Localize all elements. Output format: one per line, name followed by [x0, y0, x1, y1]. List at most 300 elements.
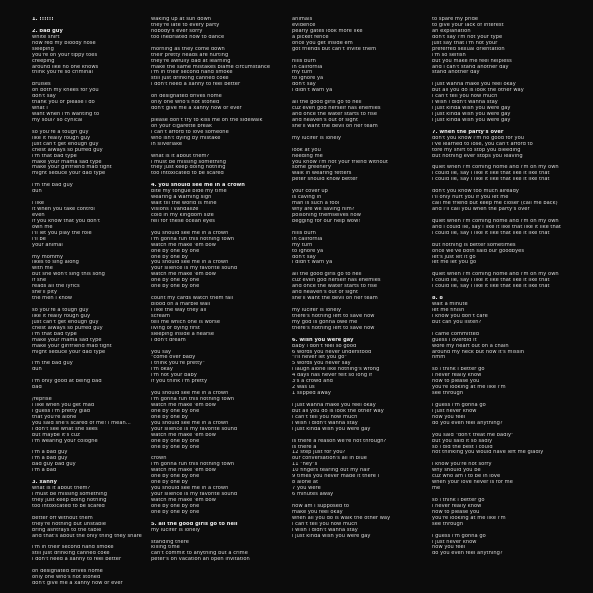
lyric-line: some greenery	[292, 165, 332, 171]
song-title: 2. bad guy	[32, 28, 63, 34]
lyric-line: /reprise	[32, 397, 52, 402]
lyric-line: preferred sexual orientation	[432, 46, 505, 52]
lyric-line: bruises	[32, 82, 51, 88]
lyric-line: my soul? so cynical	[32, 117, 83, 123]
lyric-line: i'll be	[32, 236, 46, 242]
lyric-line: man is such a fool	[292, 201, 340, 207]
lyric-line: watch me make 'em bow	[151, 468, 216, 474]
lyric-line: "i'll never let you go"	[292, 355, 347, 361]
lyric-line: own me	[32, 224, 53, 230]
lyric-line: how am i supposed to	[292, 503, 350, 509]
lyric-line: our conversation's all in blue	[292, 456, 367, 462]
lyric-line: what is it about them?	[151, 153, 210, 159]
lyric-line: my turn	[292, 70, 313, 76]
lyric-line: hmm	[432, 355, 446, 361]
lyric-line: around like no one knows	[32, 64, 99, 70]
lyric-line: i just never know	[432, 408, 477, 414]
lyric-line: i'm not your baby	[151, 373, 197, 379]
lyric-line: i'm okay	[151, 367, 173, 373]
lyric-line: wait till the world is mine	[151, 201, 217, 207]
lyric-line: don't say	[32, 94, 56, 100]
lyric-line: 2 was us	[292, 385, 315, 391]
lyric-line: i'm wearing your cologne	[32, 438, 98, 444]
lyric-line: bad guy bad guy	[32, 462, 76, 468]
lyric-line: make your girlfriend mad tight	[32, 343, 112, 349]
lyric-line: your cover up	[292, 189, 328, 195]
lyric-line: bring ashtrays to the table	[32, 527, 102, 533]
lyric-line: like it really rough guy	[32, 313, 91, 319]
lyric-line: quiet when i'm coming home and i'm on my own	[432, 165, 559, 171]
lyric-line: make your mama sad type	[32, 337, 102, 343]
lyric-line: let's just let it go	[432, 254, 476, 260]
lyric-line: she'll want the devil on her team	[292, 296, 378, 302]
lyric-line: around my neck but now it's missin	[432, 349, 525, 355]
lyric-line: i'm a bad	[32, 468, 57, 474]
lyric-line: nobody's ever sorry	[151, 28, 203, 34]
lyric-line: walk in wearing fetters	[292, 171, 352, 177]
lyric-line: why should you be	[432, 468, 481, 474]
lyric-line: to give your lack of interest	[432, 22, 504, 28]
lyric-line: so i think i better go	[432, 367, 485, 373]
lyric-line: see through	[432, 521, 464, 527]
lyric-line: but all you do is look the other way	[292, 408, 384, 414]
lyric-line: one by one by	[151, 480, 188, 486]
lyric-line: only one who's not stoned	[151, 100, 220, 106]
lyric-line: why are we saving him?	[292, 207, 355, 212]
lyric-line: and i could lie, say i like it like that like it like that	[432, 224, 561, 230]
lyric-line: 6 words you never understood	[292, 349, 372, 355]
lyric-line: don't say	[292, 254, 316, 260]
lyric-line: crown	[151, 456, 167, 462]
lyric-line: i came committed	[432, 331, 480, 337]
lyric-line: don't you know i'm no good for you	[432, 135, 525, 141]
lyric-line: might seduce your dad type	[32, 349, 106, 355]
lyric-line: all the good girls go to hell	[292, 100, 362, 106]
lyric-line: just can't get enough guy	[32, 319, 99, 325]
lyric-line: i'm gonna run this nothing town	[151, 397, 235, 402]
lyric-line: i just wanna make you feel okay	[432, 82, 516, 88]
song-title: 5. all the good girls go to hell	[151, 521, 238, 527]
lyric-line: tell me which one is worse	[151, 319, 221, 325]
lyric-line: one by one by one	[151, 503, 200, 509]
lyric-line: too intoxicated to be scared	[151, 171, 224, 177]
lyric-line: fell for these ocean eyes	[151, 218, 215, 224]
lyric-line: if you think i'm pretty	[151, 379, 208, 385]
lyric-line: so i think i better go	[432, 497, 485, 503]
lyric-line: you should see me in a crown	[151, 260, 229, 266]
lyric-line: i guess i'm pretty glad	[32, 408, 91, 414]
lyric-line: don't you know too much already	[432, 189, 519, 195]
lyric-line: my mommy	[32, 254, 64, 260]
lyric-line: one by one by	[151, 414, 188, 420]
lyric-line: i could lie, say i like it like that like it like that	[432, 177, 550, 183]
lyric-line: i just kinda wish you were gay	[432, 117, 511, 123]
lyric-line: 11 "hey"s	[292, 462, 318, 468]
lyric-line: quiet when i'm coming home and i'm on my own	[432, 218, 559, 224]
song-title: 4. you should see me in a crown	[151, 183, 245, 189]
lyric-line: i'm gonna run this nothing town	[151, 462, 235, 468]
lyric-line: just say that i'm not your	[432, 40, 498, 46]
lyric-line: what is it about them?	[32, 486, 91, 492]
lyric-line: you're looking at me like i'm	[432, 385, 506, 391]
lyric-line: and once the water starts to rise	[292, 284, 378, 290]
lyric-line: i guess i'm gonna go	[432, 533, 486, 539]
lyric-line: don't say	[292, 82, 316, 88]
lyric-line: i laugh alone like nothing's wrong	[292, 367, 380, 373]
lyric-line: so you're a tough guy	[32, 307, 89, 313]
lyric-line: you say	[151, 349, 172, 355]
lyric-line: you're on your tippy toes	[32, 52, 98, 58]
lyric-line: i've learned to lose, you can't afford to	[432, 141, 533, 147]
lyric-line: just can't get enough guy	[32, 141, 99, 147]
lyric-line: once you get inside em	[292, 40, 353, 46]
lyric-line: i'm that bad type	[32, 153, 77, 159]
lyric-line: it when you take control	[32, 207, 95, 212]
lyric-line: don't say i'm not your type	[432, 34, 503, 40]
lyric-line: a picket fence	[292, 34, 329, 40]
lyric-line: i don't see what she sees	[32, 426, 98, 432]
lyric-line: watch me make 'em bow	[151, 497, 216, 503]
lyric-line: still just drinking canned coke	[32, 551, 110, 557]
lyric-line: i know you don't care	[432, 313, 488, 319]
lyric-line: one by one by one	[151, 278, 200, 284]
lyric-line: if you know that you don't	[32, 218, 101, 224]
lyric-line: can't commit to anything but a crime	[151, 551, 248, 557]
lyric-line: evidence	[292, 22, 316, 28]
lyric-line: so you're a tough guy	[32, 129, 89, 135]
lyric-line: i didn't warn ya	[292, 260, 333, 266]
lyric-line: want when i'm wanting to	[32, 112, 100, 117]
lyric-line: "come over baby	[151, 355, 196, 361]
lyric-line: i'm the bad guy	[32, 361, 73, 367]
lyric-line: see through	[432, 391, 464, 397]
lyric-line: i'll let you play the role	[32, 230, 92, 236]
lyric-line: let me let you go	[432, 260, 477, 266]
lyric-line: likes to sing along	[32, 260, 79, 266]
lyric-line: watch me make 'em bow	[151, 272, 216, 278]
lyric-line: white shirt	[32, 34, 60, 40]
lyric-line: one by one by	[151, 254, 188, 260]
lyric-line: they're late to every party	[151, 22, 220, 28]
lyric-line: cuz who am i to be in love	[432, 474, 501, 480]
lyric-line: they just keep doing nothing	[151, 165, 226, 171]
lyric-line: i just wanna make you feel okay	[292, 402, 376, 408]
lyric-line: and heaven's out of sight	[292, 290, 359, 296]
lyric-line: too inebriated now to dance	[151, 34, 225, 40]
lyric-line: watch me make 'em bow	[151, 402, 216, 408]
lyric-line: if she	[32, 278, 47, 284]
lyric-line: but can you listen?	[432, 319, 482, 325]
lyric-line: but all you do is look the other way	[432, 88, 524, 94]
lyric-line: your animal	[32, 242, 63, 248]
lyric-line: morning as they come down	[151, 46, 225, 52]
lyric-line: i don't dream	[151, 337, 186, 343]
lyric-line: you should see me in a crown	[151, 391, 229, 397]
lyric-line: 6 minutes away	[292, 492, 334, 497]
lyric-line: don't give me a xanny now or ever	[151, 106, 242, 112]
lyric-line: i'm only good at being bad	[32, 379, 102, 385]
lyric-line: they're awfully bad at learning	[151, 58, 231, 64]
lyric-line: tore my shirt to stop you bleeding	[432, 147, 521, 153]
lyric-line: i'm gonna run this nothing town	[151, 236, 235, 242]
lyric-line: there's nothing left to save now	[292, 325, 375, 331]
lyric-line: think you're so criminal	[32, 70, 93, 76]
lyric-line: they're nothing but unstable	[32, 521, 107, 527]
lyric-line: and heaven's out of sight	[292, 117, 359, 123]
lyric-line: please don't try to kiss me on the sidewalk	[151, 117, 263, 123]
lyric-line: i think you're pretty"	[151, 361, 205, 367]
lyric-line: i didn't warn ya	[292, 88, 333, 94]
lyric-line: might seduce your dad type	[32, 171, 106, 177]
lyric-line: one by one by one	[151, 444, 200, 450]
lyric-line: 7 you were	[292, 486, 321, 492]
lyric-line: when all you do is walk the other way	[292, 515, 391, 521]
lyric-line: guess i overdid it	[432, 337, 477, 343]
lyric-line: now red my bloody nose	[32, 40, 96, 46]
lyric-line: you're looking at me like i'm	[432, 515, 506, 521]
lyric-line: she'll pity	[32, 290, 58, 296]
lyric-line: my turn	[292, 242, 313, 248]
lyric-line: i guess i'm gonna go	[432, 402, 486, 408]
lyric-line: quiet when i'm coming home and i'm on my own	[432, 272, 559, 278]
lyric-line: i'm a bad guy	[32, 456, 68, 462]
lyric-line: i'm in their second hand smoke	[151, 70, 233, 76]
lyric-line: my lucifer is lonely	[292, 307, 342, 313]
lyric-line: but nothing ever stops you leaving	[432, 153, 523, 159]
lyric-line: and i'll call you when the party's over	[432, 207, 530, 212]
lyric-line: one by one by one	[151, 509, 200, 515]
lyric-line: how you feel	[432, 414, 466, 420]
lyric-line: duh	[32, 367, 42, 373]
lyric-line: once we've both said our goodbyes	[432, 248, 525, 254]
lyric-line: i just kinda wish you were gay	[292, 426, 371, 432]
lyric-line: wore my heart out on a chain	[432, 343, 509, 349]
lyric-line: sleeping inside a hearse	[151, 331, 215, 337]
lyric-line: on both my knees for you	[32, 88, 99, 94]
lyric-line: your silence is my favorite sound	[151, 266, 238, 272]
lyric-line: all the good girls go to hell	[292, 272, 362, 278]
lyric-line: 12 step just for you?	[292, 450, 346, 456]
lyric-line: but she won't sing this song	[32, 272, 105, 278]
lyric-line: i can't afford to love someone	[151, 129, 229, 135]
lyrics-column-2	[151, 17, 291, 563]
lyric-line: bite my tongue bide my time	[151, 189, 227, 195]
lyric-line: i like the way they all	[151, 307, 207, 313]
lyric-line: to ignore ya	[292, 248, 324, 254]
lyric-line: you know i'm not your friend without	[292, 159, 388, 165]
lyric-line: only one who's not stoned	[32, 575, 101, 581]
lyric-line: 8 alone at	[292, 480, 319, 486]
lyric-line: watch me make 'em bow	[151, 242, 216, 248]
lyric-line: blood on a marble wall	[151, 302, 211, 307]
lyric-line: on designated drives home	[151, 94, 222, 100]
lyric-line: 5 words you never say	[292, 361, 351, 367]
lyric-line: is caving in	[292, 195, 322, 201]
song-title: 3. xanny	[32, 480, 57, 486]
lyric-line: call me friend but keep me closer (call me back)	[432, 201, 558, 207]
lyric-line: i'm in their second hand smoke	[32, 545, 114, 551]
lyric-line: is there a reason we're not through?	[292, 438, 387, 444]
lyric-line: i just kinda wish you were gay	[432, 112, 511, 117]
lyrics-column-3	[292, 17, 432, 540]
lyric-line: killing time	[151, 545, 180, 551]
lyric-line: my god is gonna owe me	[292, 319, 358, 325]
lyric-line: chest always so puffed guy	[32, 325, 103, 331]
lyric-line: i just kinda wish you were gay	[292, 533, 371, 539]
lyric-line: who isn't dying by mistake	[151, 135, 221, 141]
lyric-line: chest always so puffed guy	[32, 147, 103, 153]
song-title: 7. when the party's over	[432, 129, 504, 135]
lyric-line: with me	[32, 266, 53, 272]
lyric-line: in california	[292, 64, 323, 70]
lyric-line: i could lie, say i like it like that like it like that	[432, 171, 550, 177]
lyric-line: duh	[32, 189, 42, 195]
lyric-line: i'm so selfish	[432, 52, 466, 58]
lyric-line: pearly gates look more like	[292, 28, 363, 34]
lyric-line: i can't tell you how much	[292, 414, 358, 420]
lyric-line: but nothing is better sometimes	[432, 242, 516, 248]
lyric-line: i like	[32, 201, 45, 207]
lyric-line: i'm that bad type	[32, 331, 77, 337]
lyric-line: peter's on vacation an open invitation	[151, 557, 250, 563]
lyric-line: i must be missing something	[151, 159, 226, 165]
lyric-line: even	[32, 212, 45, 218]
lyric-line: make you feel okay	[292, 509, 343, 515]
lyric-line: bad	[32, 385, 42, 391]
lyric-line: better off without them	[32, 515, 93, 521]
lyric-line: visions i vandalize	[151, 207, 199, 212]
lyric-line: i must be missing something	[32, 492, 107, 497]
lyric-line: needing me	[292, 153, 323, 159]
lyric-line: one by one by one	[151, 438, 200, 444]
lyric-line: wait a minute	[432, 302, 468, 307]
lyric-line: i like when you get mad	[32, 402, 95, 408]
lyric-line: in silverlake	[151, 141, 183, 147]
lyric-line: i wish i didn't wanna stay	[432, 100, 498, 106]
lyric-line: begging for our help wow!	[292, 218, 361, 224]
lyric-line: too intoxicated to be scared	[32, 503, 105, 509]
lyric-line: 4 days has never felt so long if	[292, 373, 373, 379]
lyric-line: don't give me a xanny now or ever	[32, 581, 123, 587]
lyric-line: not thinking you would have left me gladly	[432, 450, 544, 456]
lyric-line: one by one by one	[151, 284, 200, 290]
lyric-line: 9 times you never made it there i	[292, 474, 380, 480]
lyric-line: like it really rough guy	[32, 135, 91, 141]
lyric-line: to spare my pride	[432, 17, 479, 22]
song-title: 1. !!!!!!	[32, 17, 54, 22]
lyric-line: i can't tell you how much	[292, 521, 358, 527]
lyric-line: i'm the bad guy	[32, 183, 73, 189]
lyric-line: on your cigarette break	[151, 123, 213, 129]
lyric-line: sleeping	[32, 46, 54, 52]
lyric-line: 3's a crowd and	[292, 379, 333, 385]
lyric-line: i just kinda wish you were gay	[432, 106, 511, 112]
lyric-line: so i did the best i could	[432, 444, 493, 450]
lyric-line: you said "don't treat me badly"	[432, 432, 514, 438]
lyric-line: she'll want the devil on her team	[292, 123, 378, 129]
lyric-line: that you're alone	[32, 414, 77, 420]
lyric-line: stand another day	[432, 70, 480, 76]
lyric-line: your silence is my favorite sound	[151, 492, 238, 497]
lyric-line: i'll only hurt you if you let me	[432, 195, 509, 201]
lyric-line: wearing a warning sign	[151, 195, 212, 201]
lyric-line: scream	[151, 313, 170, 319]
lyric-line: watch me make 'em bow	[151, 432, 216, 438]
lyric-line: there's nothing left to save now	[292, 313, 375, 319]
lyric-line: animals	[292, 17, 313, 22]
lyric-line: hills burn	[292, 58, 316, 64]
lyric-line: but you said it so sadly	[432, 438, 493, 444]
lyric-line: to ignore ya	[292, 76, 324, 82]
lyric-line: but you make me feel helpless	[432, 58, 512, 64]
lyric-line: waking up at sun down	[151, 17, 212, 22]
lyric-line: and that's about the only thing they share	[32, 533, 142, 539]
lyric-line: baby i don't feel so good	[292, 343, 357, 349]
lyric-line: they just keep doing nothing	[32, 497, 107, 503]
lyrics-column-4	[432, 17, 582, 557]
lyric-line: make your girlfriend mad tight	[32, 165, 112, 171]
lyric-line: your silence is my favorite sound	[151, 426, 238, 432]
lyric-line: my lucifer is lonely	[292, 135, 342, 141]
lyric-line: creeping	[32, 58, 55, 64]
lyric-line: and i can't stand another day	[432, 64, 509, 70]
lyric-line: cold in my kingdom size	[151, 212, 214, 218]
lyric-line: on designated drives home	[32, 569, 103, 575]
lyric-line: but maybe it's cuz	[32, 432, 80, 438]
lyric-line: one by one by one	[151, 248, 200, 254]
song-title: 6. wish you were gay	[292, 337, 354, 343]
lyric-line: the men i know	[32, 296, 73, 302]
lyric-line: and once the water starts to rise	[292, 112, 378, 117]
lyric-line: cuz even god herself has enemies	[292, 278, 381, 284]
lyric-line: you should see me in a crown	[151, 230, 229, 236]
lyric-line: hills burn	[292, 230, 316, 236]
lyric-line: do you even feel anything?	[432, 420, 503, 426]
lyric-line: in california	[292, 236, 323, 242]
lyric-line: their pretty heads are hurting	[151, 52, 229, 58]
lyric-line: an explanation	[432, 28, 471, 34]
lyric-line: what i	[32, 106, 48, 112]
lyric-line: when your love never is for me	[432, 480, 513, 486]
song-title: 8. 8	[432, 296, 443, 302]
lyric-line: poisoning themselves now	[292, 212, 361, 218]
lyric-line: how you feel	[432, 545, 466, 551]
lyric-line: how to please you	[432, 509, 480, 515]
lyric-line: count my cards watch them fall	[151, 296, 234, 302]
lyric-line: make your mama sad type	[32, 159, 102, 165]
lyric-line: i could lie, say i like it like that like it like that	[432, 284, 550, 290]
lyric-line: i know you're not sorry	[432, 462, 492, 468]
lyric-line: i can't tell you how much	[432, 94, 498, 100]
lyric-line: thank you or please i do	[32, 100, 95, 106]
lyric-line: you said she's scared of me! i mean...	[32, 420, 131, 426]
lyric-line: i could lie, say i like it like that like it like that	[432, 278, 550, 284]
lyric-line: got friends but can't invite them	[292, 46, 377, 52]
lyric-line: 1 slipped away	[292, 391, 331, 397]
lyric-line: you should see me in a crown	[151, 486, 229, 492]
lyric-line: i don't need a xanny to feel better	[151, 82, 241, 88]
lyric-line: i'm a bad guy	[32, 450, 68, 456]
lyric-line: one by one by one	[151, 474, 200, 480]
lyric-line: i never really know	[432, 503, 482, 509]
lyric-line: peter should know better	[292, 177, 358, 183]
lyric-line: 10 fingers tearing out my hair	[292, 468, 371, 474]
lyric-line: cuz even god herself has enemies	[292, 106, 381, 112]
lyric-line: living or dying first	[151, 325, 200, 331]
lyric-line: i wish i didn't wanna stay	[292, 420, 358, 426]
lyric-line: let me finish	[432, 307, 465, 313]
lyric-line: reads all the lyrics	[32, 284, 80, 290]
